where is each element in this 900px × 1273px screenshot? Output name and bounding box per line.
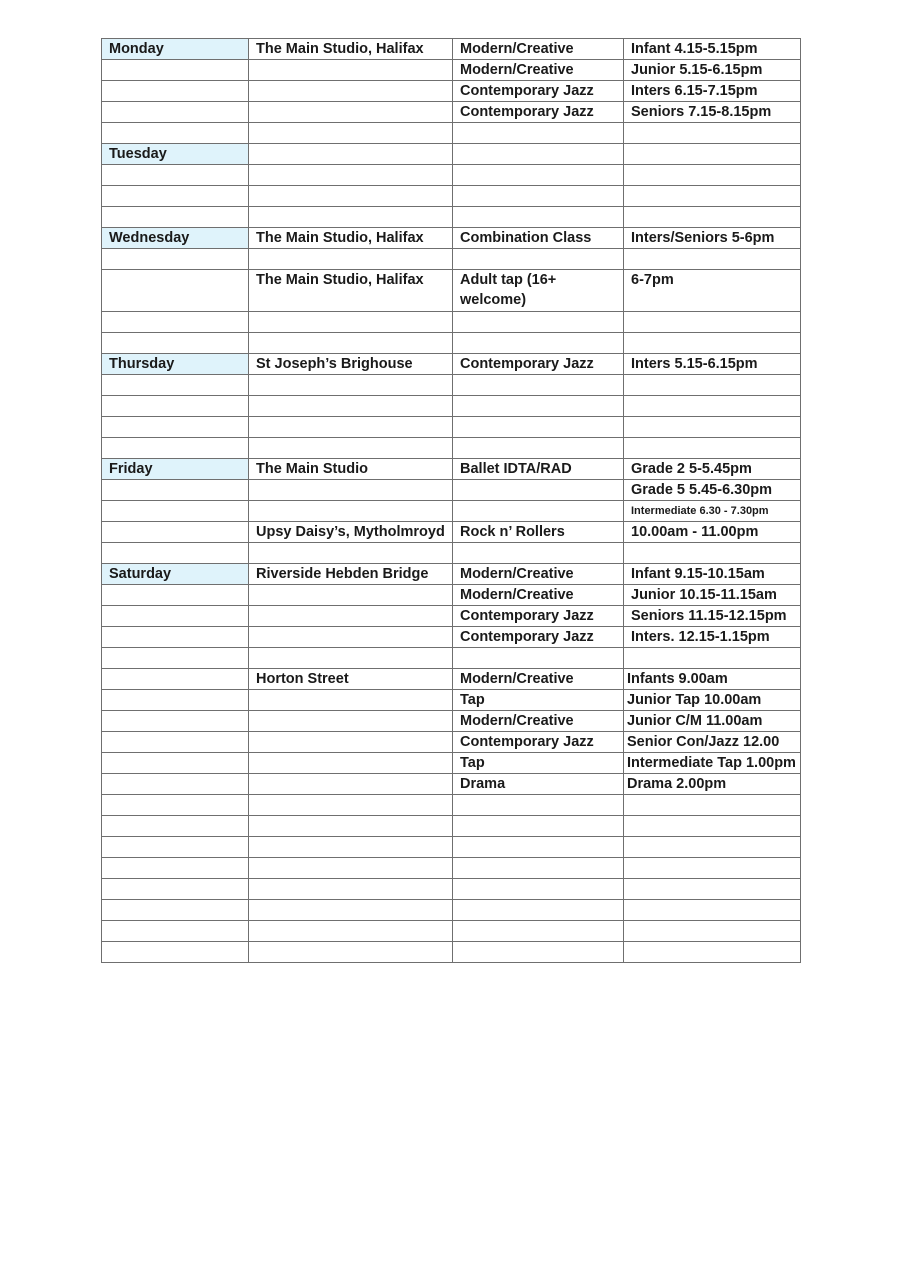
day-cell: Wednesday	[102, 228, 249, 249]
day-cell	[102, 333, 249, 354]
table-row	[102, 186, 801, 207]
time-cell: 10.00am - 11.00pm	[624, 522, 801, 543]
class-cell: Modern/Creative	[453, 60, 624, 81]
class-cell: Modern/Creative	[453, 669, 624, 690]
time-cell: Infant 4.15-5.15pm	[624, 39, 801, 60]
class-cell: Contemporary Jazz	[453, 354, 624, 375]
table-row	[102, 480, 801, 501]
venue-cell	[249, 144, 453, 165]
day-cell	[102, 837, 249, 858]
venue-cell	[249, 543, 453, 564]
class-cell	[453, 942, 624, 963]
class-cell	[453, 144, 624, 165]
class-cell: Modern/Creative	[453, 585, 624, 606]
class-cell	[453, 900, 624, 921]
table-row	[102, 396, 801, 417]
day-cell	[102, 102, 249, 123]
table-row	[102, 270, 801, 312]
table-row	[102, 459, 801, 480]
time-cell	[624, 396, 801, 417]
class-cell: Contemporary Jazz	[453, 627, 624, 648]
class-cell: Modern/Creative	[453, 711, 624, 732]
table-row	[102, 333, 801, 354]
time-cell	[624, 879, 801, 900]
class-cell	[453, 207, 624, 228]
table-row	[102, 165, 801, 186]
table-row	[102, 648, 801, 669]
table-row	[102, 438, 801, 459]
venue-cell	[249, 753, 453, 774]
venue-cell	[249, 438, 453, 459]
time-cell: 6-7pm	[624, 270, 801, 312]
day-cell	[102, 60, 249, 81]
day-cell	[102, 417, 249, 438]
class-cell	[453, 417, 624, 438]
table-row	[102, 816, 801, 837]
time-cell: Senior Con/Jazz 12.00	[624, 732, 801, 753]
table-row	[102, 837, 801, 858]
venue-cell	[249, 732, 453, 753]
time-cell	[624, 543, 801, 564]
day-cell	[102, 669, 249, 690]
class-cell: Combination Class	[453, 228, 624, 249]
time-cell: Seniors 11.15-12.15pm	[624, 606, 801, 627]
time-cell: Junior C/M 11.00am	[624, 711, 801, 732]
class-timetable	[101, 38, 801, 963]
time-cell	[624, 795, 801, 816]
time-cell	[624, 816, 801, 837]
class-cell: Tap	[453, 690, 624, 711]
venue-cell: The Main Studio	[249, 459, 453, 480]
table-row	[102, 795, 801, 816]
class-cell	[453, 123, 624, 144]
table-row	[102, 228, 801, 249]
venue-cell	[249, 900, 453, 921]
class-cell: Tap	[453, 753, 624, 774]
class-cell	[453, 648, 624, 669]
venue-cell	[249, 102, 453, 123]
class-cell: Ballet IDTA/RAD	[453, 459, 624, 480]
venue-cell	[249, 879, 453, 900]
day-cell	[102, 648, 249, 669]
time-cell: Inters/Seniors 5-6pm	[624, 228, 801, 249]
class-cell	[453, 312, 624, 333]
class-cell: Drama	[453, 774, 624, 795]
table-row	[102, 942, 801, 963]
day-cell	[102, 396, 249, 417]
day-cell	[102, 585, 249, 606]
class-cell	[453, 795, 624, 816]
class-cell	[453, 816, 624, 837]
table-row	[102, 627, 801, 648]
venue-cell: The Main Studio, Halifax	[249, 39, 453, 60]
table-row	[102, 249, 801, 270]
time-cell	[624, 144, 801, 165]
venue-cell	[249, 921, 453, 942]
day-cell	[102, 753, 249, 774]
venue-cell	[249, 81, 453, 102]
time-cell: Intermediate 6.30 - 7.30pm	[624, 501, 801, 522]
venue-cell	[249, 858, 453, 879]
time-cell: Seniors 7.15-8.15pm	[624, 102, 801, 123]
class-cell: Modern/Creative	[453, 564, 624, 585]
day-cell	[102, 606, 249, 627]
day-cell	[102, 690, 249, 711]
time-cell	[624, 921, 801, 942]
class-cell: Contemporary Jazz	[453, 606, 624, 627]
venue-cell	[249, 837, 453, 858]
day-cell	[102, 165, 249, 186]
day-cell: Thursday	[102, 354, 249, 375]
time-cell: Infant 9.15-10.15am	[624, 564, 801, 585]
venue-cell	[249, 711, 453, 732]
day-cell	[102, 186, 249, 207]
time-cell	[624, 837, 801, 858]
time-cell: Intermediate Tap 1.00pm	[624, 753, 801, 774]
table-row	[102, 711, 801, 732]
day-cell	[102, 480, 249, 501]
time-cell	[624, 249, 801, 270]
day-cell	[102, 711, 249, 732]
table-row	[102, 60, 801, 81]
table-row	[102, 564, 801, 585]
venue-cell	[249, 480, 453, 501]
table-row	[102, 102, 801, 123]
table-row	[102, 774, 801, 795]
class-cell: Adult tap (16+ welcome)	[453, 270, 624, 312]
time-cell: Inters 6.15-7.15pm	[624, 81, 801, 102]
table-row	[102, 732, 801, 753]
time-cell	[624, 186, 801, 207]
table-row	[102, 753, 801, 774]
venue-cell: St Joseph’s Brighouse	[249, 354, 453, 375]
venue-cell	[249, 648, 453, 669]
table-row	[102, 144, 801, 165]
venue-cell	[249, 690, 453, 711]
venue-cell: The Main Studio, Halifax	[249, 228, 453, 249]
venue-cell	[249, 942, 453, 963]
time-cell	[624, 942, 801, 963]
day-cell	[102, 795, 249, 816]
table-row	[102, 81, 801, 102]
venue-cell	[249, 606, 453, 627]
class-cell	[453, 837, 624, 858]
table-row	[102, 879, 801, 900]
table-row	[102, 522, 801, 543]
time-cell: Inters 5.15-6.15pm	[624, 354, 801, 375]
day-cell	[102, 732, 249, 753]
timetable-body	[102, 39, 801, 963]
day-cell	[102, 123, 249, 144]
class-cell	[453, 375, 624, 396]
class-cell	[453, 879, 624, 900]
day-cell	[102, 879, 249, 900]
venue-cell	[249, 774, 453, 795]
day-cell	[102, 627, 249, 648]
class-cell: Contemporary Jazz	[453, 81, 624, 102]
day-cell	[102, 249, 249, 270]
time-cell: Grade 5 5.45-6.30pm	[624, 480, 801, 501]
day-cell: Monday	[102, 39, 249, 60]
venue-cell: Horton Street	[249, 669, 453, 690]
day-cell	[102, 375, 249, 396]
class-cell	[453, 480, 624, 501]
venue-cell	[249, 186, 453, 207]
day-cell	[102, 543, 249, 564]
venue-cell	[249, 795, 453, 816]
venue-cell	[249, 312, 453, 333]
time-cell: Grade 2 5-5.45pm	[624, 459, 801, 480]
venue-cell	[249, 333, 453, 354]
table-row	[102, 417, 801, 438]
time-cell	[624, 900, 801, 921]
venue-cell	[249, 396, 453, 417]
day-cell	[102, 774, 249, 795]
table-row	[102, 921, 801, 942]
time-cell: Junior 5.15-6.15pm	[624, 60, 801, 81]
day-cell: Tuesday	[102, 144, 249, 165]
day-cell	[102, 501, 249, 522]
table-row	[102, 375, 801, 396]
table-row	[102, 543, 801, 564]
time-cell: Junior 10.15-11.15am	[624, 585, 801, 606]
venue-cell	[249, 165, 453, 186]
venue-cell	[249, 627, 453, 648]
table-row	[102, 123, 801, 144]
time-cell: Inters. 12.15-1.15pm	[624, 627, 801, 648]
table-row	[102, 354, 801, 375]
day-cell	[102, 438, 249, 459]
venue-cell	[249, 585, 453, 606]
venue-cell: Upsy Daisy’s, Mytholmroyd	[249, 522, 453, 543]
time-cell	[624, 375, 801, 396]
time-cell: Drama 2.00pm	[624, 774, 801, 795]
class-cell	[453, 543, 624, 564]
class-cell	[453, 921, 624, 942]
venue-cell	[249, 249, 453, 270]
class-cell	[453, 396, 624, 417]
time-cell	[624, 333, 801, 354]
time-cell	[624, 207, 801, 228]
day-cell	[102, 81, 249, 102]
time-cell: Junior Tap 10.00am	[624, 690, 801, 711]
class-cell	[453, 186, 624, 207]
venue-cell	[249, 123, 453, 144]
class-cell: Rock n’ Rollers	[453, 522, 624, 543]
table-row	[102, 207, 801, 228]
venue-cell	[249, 417, 453, 438]
table-row	[102, 585, 801, 606]
day-cell	[102, 858, 249, 879]
class-cell	[453, 501, 624, 522]
day-cell	[102, 270, 249, 312]
table-row	[102, 501, 801, 522]
venue-cell	[249, 816, 453, 837]
time-cell	[624, 165, 801, 186]
class-cell: Contemporary Jazz	[453, 102, 624, 123]
table-row	[102, 690, 801, 711]
day-cell	[102, 816, 249, 837]
time-cell	[624, 438, 801, 459]
venue-cell	[249, 60, 453, 81]
table-row	[102, 669, 801, 690]
venue-cell: Riverside Hebden Bridge	[249, 564, 453, 585]
class-cell	[453, 165, 624, 186]
table-row	[102, 312, 801, 333]
time-cell	[624, 123, 801, 144]
day-cell: Saturday	[102, 564, 249, 585]
venue-cell	[249, 207, 453, 228]
table-row	[102, 39, 801, 60]
day-cell: Friday	[102, 459, 249, 480]
class-cell	[453, 249, 624, 270]
class-cell	[453, 333, 624, 354]
class-cell: Modern/Creative	[453, 39, 624, 60]
venue-cell	[249, 501, 453, 522]
class-cell: Contemporary Jazz	[453, 732, 624, 753]
table-row	[102, 900, 801, 921]
day-cell	[102, 921, 249, 942]
time-cell	[624, 312, 801, 333]
day-cell	[102, 522, 249, 543]
table-row	[102, 606, 801, 627]
class-cell	[453, 858, 624, 879]
venue-cell	[249, 375, 453, 396]
class-cell	[453, 438, 624, 459]
venue-cell: The Main Studio, Halifax	[249, 270, 453, 312]
day-cell	[102, 207, 249, 228]
day-cell	[102, 942, 249, 963]
time-cell	[624, 858, 801, 879]
time-cell	[624, 417, 801, 438]
day-cell	[102, 312, 249, 333]
table-row	[102, 858, 801, 879]
day-cell	[102, 900, 249, 921]
time-cell	[624, 648, 801, 669]
time-cell: Infants 9.00am	[624, 669, 801, 690]
